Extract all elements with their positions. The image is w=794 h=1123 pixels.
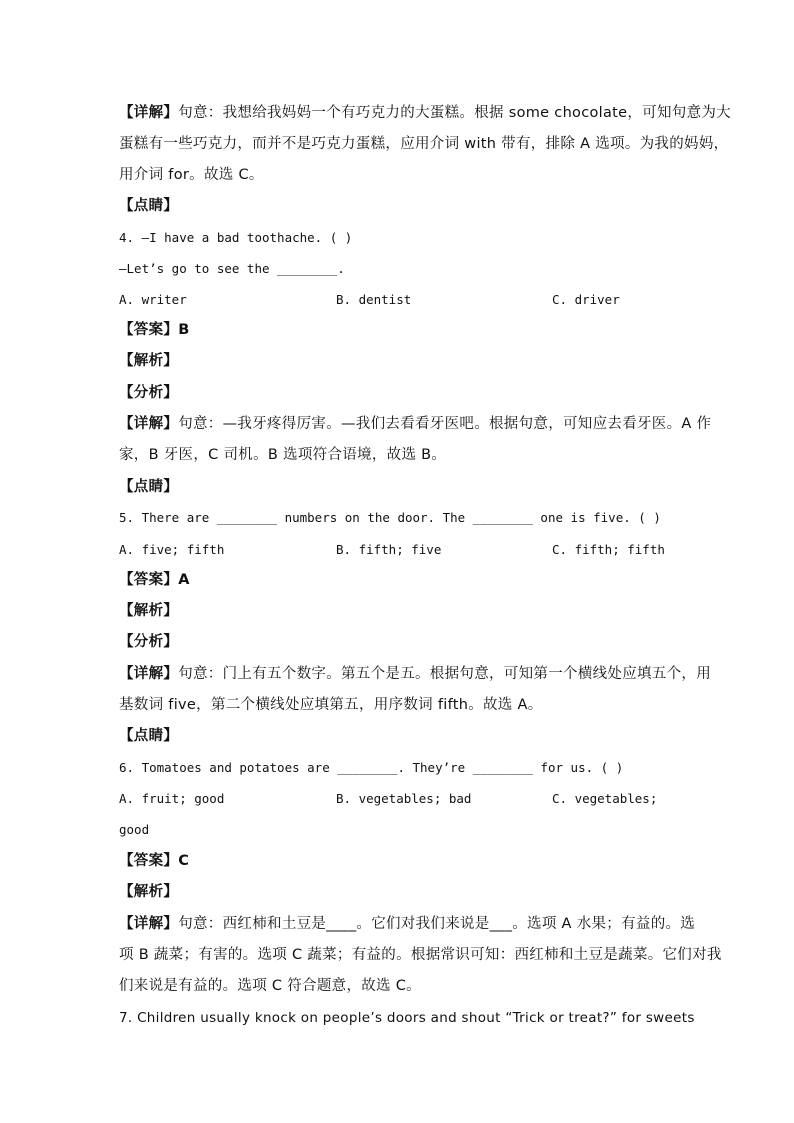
q4-answer: 【答案】B [119,322,190,338]
detail-tag: 【详解】 [119,666,179,682]
q6-answer: 【答案】C [119,853,190,869]
q6-option-b: B. vegetables; bad [336,791,472,806]
q3-detail-line-3: 用介词 for。故选 C。 [119,167,264,183]
q4-stem: 4. —I have a bad toothache. ( ) [119,230,353,245]
q6-detail-line-2: 项 B 蔬菜；有害的。选项 C 蔬菜；有益的。根据常识可知：西红柿和土豆是蔬菜。它们对我 [119,947,722,963]
q5-fenxi-tag: 【分析】 [119,634,179,650]
q6-option-c-continued: good [119,822,150,837]
q5-detail-line-1 [119,664,711,684]
q4-detail-line-2: 家，B 牙医，C 司机。B 选项符合语境，故选 B。 [119,447,447,463]
q4-stem-2: —Let’s go to see the ________. [119,261,345,276]
q7-stem: 7. Children usually knock on people’s doors and shout “Trick or treat?” for sweets [119,1010,695,1026]
q5-detail-line-2: 基数词 five，第二个横线处应填第五，用序数词 fifth。故选 A。 [119,697,543,713]
q5-answer: 【答案】A [119,572,190,588]
q6-option-a: A. fruit; good [119,791,225,806]
q5-option-c: C. fifth; fifth [552,542,665,557]
detail-tag: 【详解】 [119,916,179,932]
q5-option-b: B. fifth; five [336,542,442,557]
q4-point-tag: 【点睛】 [119,479,179,495]
q6-option-c: C. vegetables; [552,791,658,806]
q4-fenxi-tag: 【分析】 [119,385,179,401]
q4-option-a: A. writer [119,292,187,307]
detail-text: 句意：—我牙疼得厉害。—我们去看看牙医吧。根据句意，可知应去看牙医。A 作 [178,416,712,432]
q6-stem: 6. Tomatoes and potatoes are ________. They’re ________ for us. ( ) [119,760,624,775]
q6-detail-line-1 [119,914,695,934]
q6-analysis-tag: 【解析】 [119,884,179,900]
q5-point-tag: 【点睛】 [119,728,179,744]
q4-option-b: B. dentist [336,292,412,307]
q4-detail-line-1 [119,414,711,434]
q4-analysis-tag: 【解析】 [119,353,179,369]
q5-analysis-tag: 【解析】 [119,603,179,619]
q3-detail-line-1 [119,103,731,123]
q3-detail-line-2: 蛋糕有一些巧克力，而并不是巧克力蛋糕，应用介词 with 带有，排除 A 选项。为我的妈妈， [119,136,729,152]
q5-stem: 5. There are ________ numbers on the door. The ________ one is five. ( ) [119,510,661,525]
detail-text: 句意：门上有五个数字。第五个是五。根据句意，可知第一个横线处应填五个，用 [178,666,711,682]
detail-text: 句意：西红柿和土豆是____。它们对我们来说是___。选项 A 水果；有益的。选 [178,916,696,932]
detail-tag: 【详解】 [119,416,179,432]
q6-detail-line-3: 们来说是有益的。选项 C 符合题意，故选 C。 [119,978,421,994]
q3-point-tag: 【点睛】 [119,198,179,214]
detail-text: 句意：我想给我妈妈一个有巧克力的大蛋糕。根据 some chocolate，可知句意为大 [178,105,731,121]
q5-option-a: A. five; fifth [119,542,225,557]
detail-tag: 【详解】 [119,105,179,121]
q4-option-c: C. driver [552,292,620,307]
